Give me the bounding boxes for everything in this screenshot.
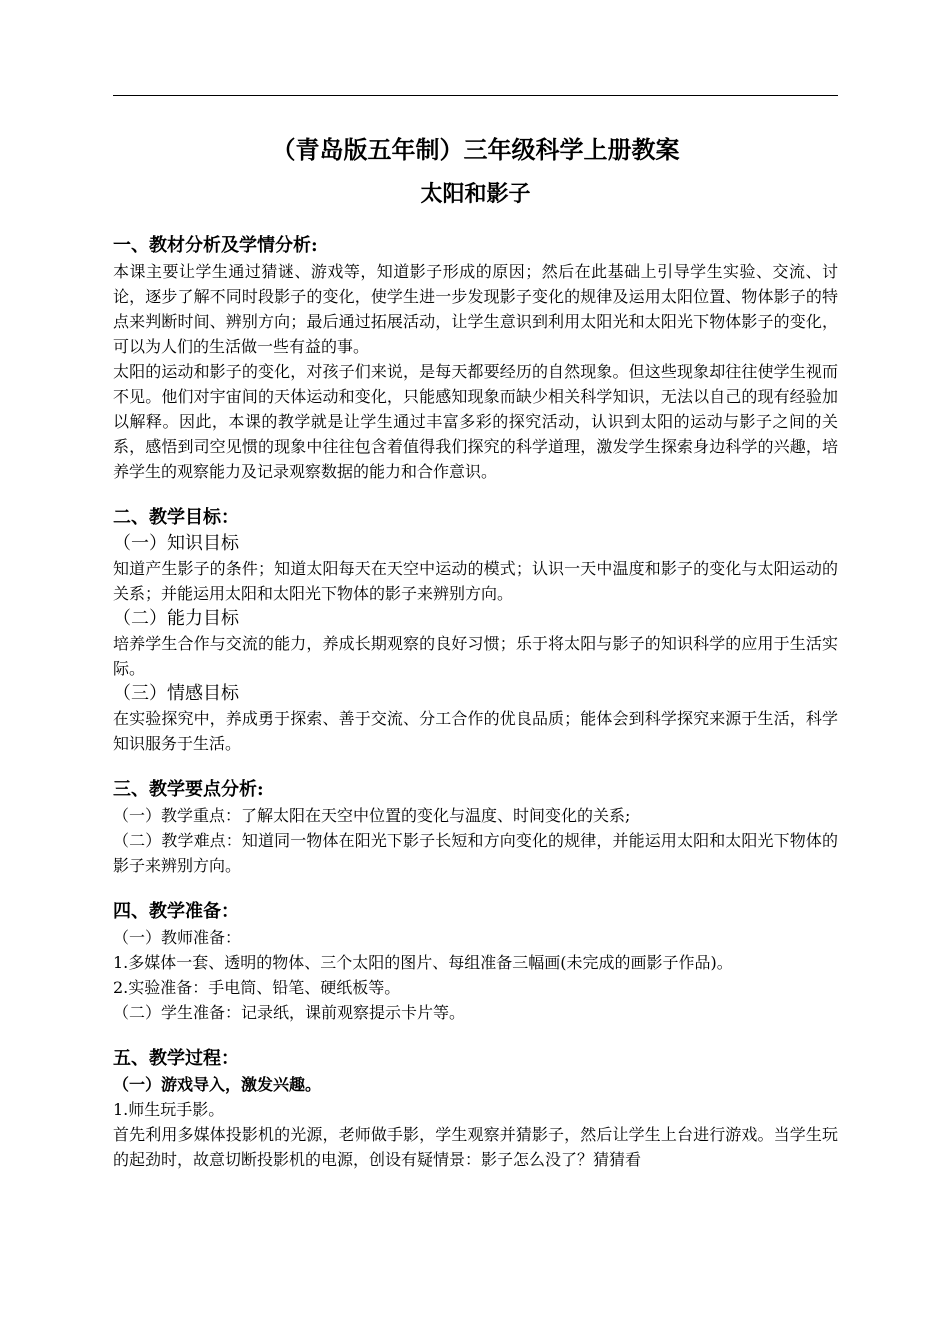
section-4-paragraph: 2.实验准备：手电筒、铅笔、硬纸板等。 xyxy=(113,978,401,997)
section-5-paragraph: 1.师生玩手影。 xyxy=(113,1100,225,1119)
lesson-title: 太阳和影子 xyxy=(420,181,531,207)
section-3-paragraph: （一）教学重点：了解太阳在天空中位置的变化与温度、时间变化的关系; xyxy=(113,806,631,825)
section-4-paragraph: 1.多媒体一套、透明的物体、三个太阳的图片、每组准备三幅画(未完成的画影子作品)。 xyxy=(113,953,733,972)
section-3-paragraph: （二）教学难点：知道同一物体在阳光下影子长短和方向变化的规律，并能运用太阳和太阳光下物体的影子来辨别方向。 xyxy=(113,831,838,875)
section-3-heading: 三、教学要点分析: xyxy=(113,779,264,800)
section-2-paragraph: 培养学生合作与交流的能力，养成长期观察的良好习惯；乐于将太阳与影子的知识科学的应用于生活实际。 xyxy=(113,634,838,678)
section-2-subheading: （一）知识目标 xyxy=(113,533,239,554)
document-body xyxy=(113,128,838,1172)
header-rule xyxy=(113,95,838,96)
section-5-heading: 五、教学过程： xyxy=(113,1048,239,1069)
section-2-subheading: （二）能力目标 xyxy=(113,608,239,629)
section-1-heading: 一、教材分析及学情分析: xyxy=(113,235,318,256)
section-1-paragraph: 本课主要让学生通过猜谜、游戏等，知道影子形成的原因；然后在此基础上引导学生实验、交流、讨论，逐步了解不同时段影子的变化，使学生进一步发现影子变化的规律及运用太阳位置、物体影子的特点来判断时间、辨别方向；最后通过拓展活动，让学生意识到利用太阳光和太阳光下物体影子的变化，可以为人们的生活做一些有益的事。 xyxy=(113,262,838,356)
section-2-subheading: （三）情感目标 xyxy=(113,683,239,704)
section-5-paragraph: 首先利用多媒体投影机的光源，老师做手影，学生观察并猜影子，然后让学生上台进行游戏。当学生玩的起劲时，故意切断投影机的电源，创设有疑情景：影子怎么没了？猜猜看 xyxy=(113,1125,838,1169)
section-1-paragraph: 太阳的运动和影子的变化，对孩子们来说，是每天都要经历的自然现象。但这些现象却往往使学生视而不见。他们对宇宙间的天体运动和变化，只能感知现象而缺少相关科学知识，无法以自己的现有经验加以解释。因此，本课的教学就是让学生通过丰富多彩的探究活动，认识到太阳的运动与影子之间的关系，感悟到司空见惯的现象中往往包含着值得我们探究的科学道理，激发学生探索身边科学的兴趣，培养学生的观察能力及记录观察数据的能力和合作意识。 xyxy=(113,362,838,481)
section-4-paragraph: （二）学生准备：记录纸，课前观察提示卡片等。 xyxy=(113,1003,466,1022)
section-2-heading: 二、教学目标： xyxy=(113,507,239,528)
section-2-paragraph: 知道产生影子的条件；知道太阳每天在天空中运动的模式；认识一天中温度和影子的变化与太阳运动的关系；并能运用太阳和太阳光下物体的影子来辨别方向。 xyxy=(113,559,838,603)
section-4-heading: 四、教学准备： xyxy=(113,901,239,922)
document-title: （青岛版五年制）三年级科学上册教案 xyxy=(271,135,680,164)
section-2-paragraph: 在实验探究中，养成勇于探索、善于交流、分工合作的优良品质；能体会到科学探究来源于生活，科学知识服务于生活。 xyxy=(113,709,838,753)
section-5-subheading: （一）游戏导入，激发兴趣。 xyxy=(113,1075,322,1094)
section-4-paragraph: （一）教师准备： xyxy=(113,928,242,947)
